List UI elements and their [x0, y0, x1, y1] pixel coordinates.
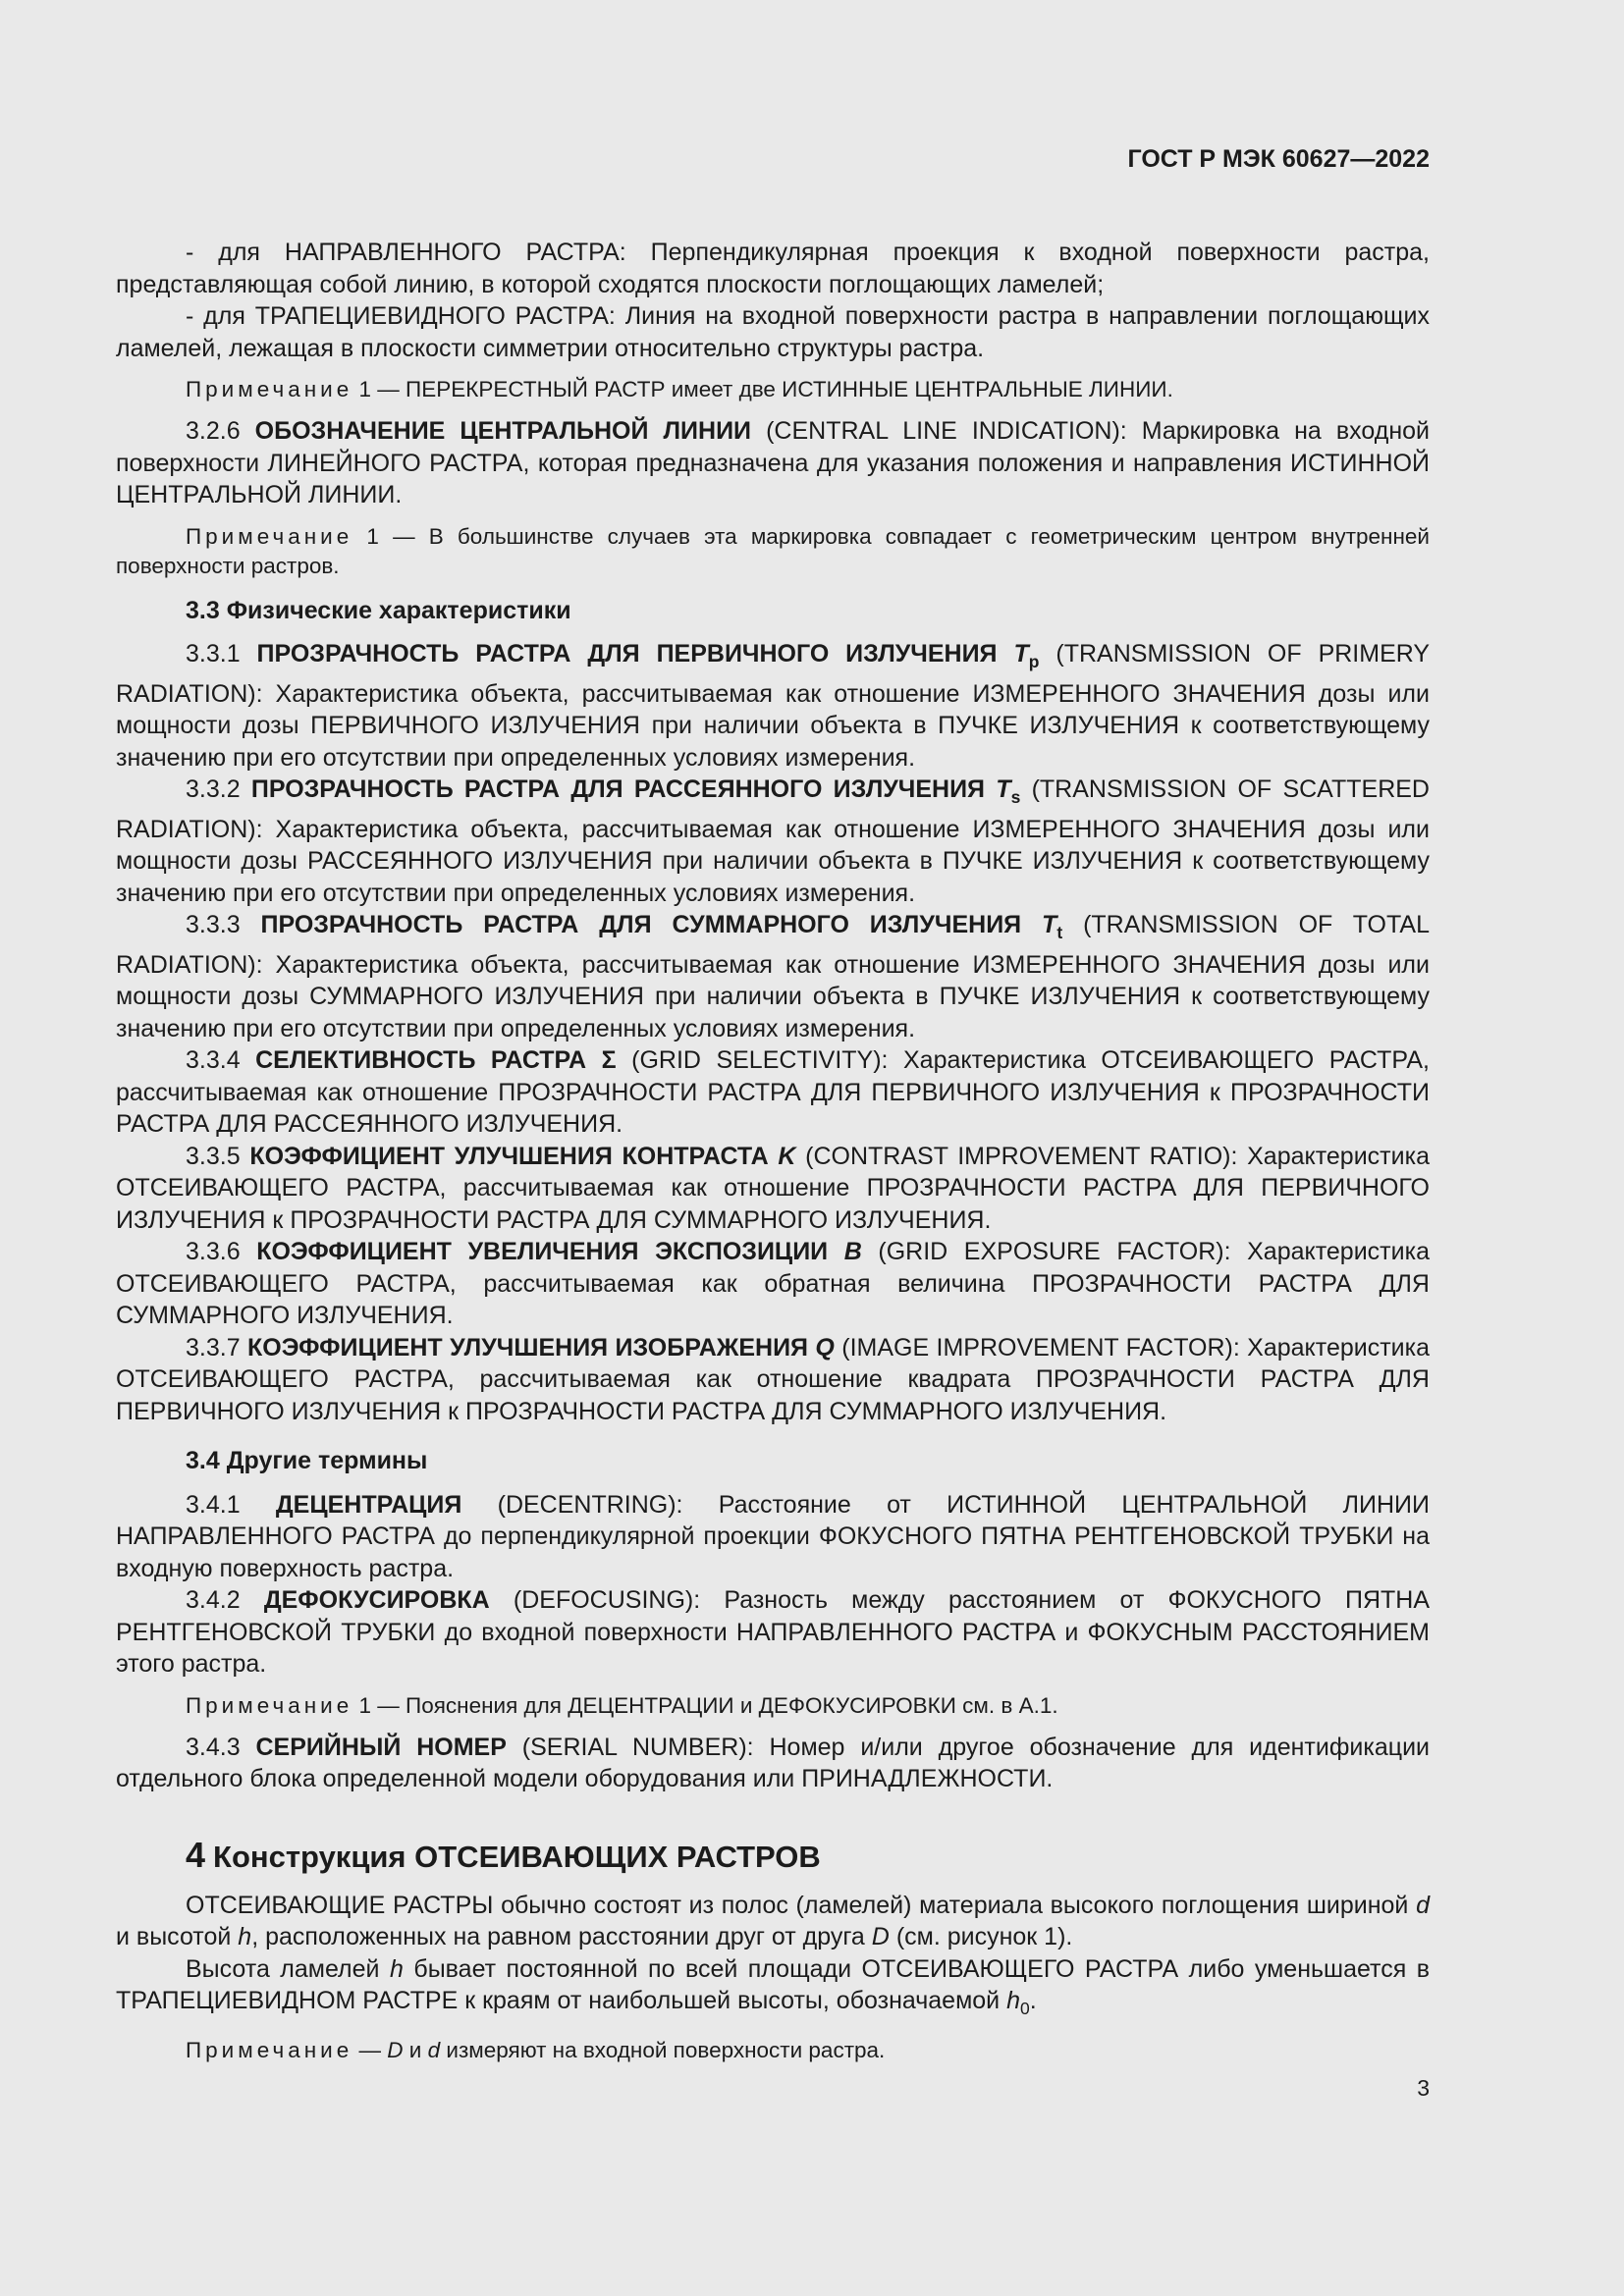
- subsection-heading: 3.3 Физические характеристики: [186, 596, 571, 624]
- term-3-4-3: 3.4.3 СЕРИЙНЫЙ НОМЕР (SERIAL NUMBER): Номер и/или другое обозначение для идентификации отдельного блока определенной модели оборудования или ПРИНАДЛЕЖНОСТИ.: [116, 1733, 1430, 1792]
- term-3-3-7: 3.3.7 КОЭФФИЦИЕНТ УЛУЧШЕНИЯ ИЗОБРАЖЕНИЯ Q (IMAGE IMPROVEMENT FACTOR): Характеристика ОТСЕИВАЮЩЕГО РАСТРА, рассчитываемая как отношение квадрата ПРОЗРАЧНОСТИ РАСТРА ДЛЯ ПЕРВИЧНОГО ИЗЛУЧЕНИЯ к ПРОЗРАЧНОСТИ РАСТРА ДЛЯ СУММАРНОГО ИЗЛУЧЕНИЯ.: [116, 1333, 1431, 1425]
- paragraph: Высота ламелей h бывает постоянной по всей площади ОТСЕИВАЮЩЕГО РАСТРА либо уменьшается в ТРАПЕЦИЕВИДНОМ РАСТРЕ к краям от наибольшей высоты, обозначаемой $h_0$.: [116, 1954, 1431, 2018]
- document-header: ГОСТ Р МЭК 60627—2022: [1127, 145, 1430, 173]
- note: Примечание 1 — Пояснения для ДЕЦЕНТРАЦИИ и ДЕФОКУСИРОВКИ см. в А.1.: [186, 1692, 1058, 1718]
- term-3-4-2: 3.4.2 ДЕФОКУСИРОВКА (DEFOCUSING): Разность между расстоянием от ФОКУСНОГО ПЯТНА РЕНТГЕНОВСКОЙ ТРУБКИ до входной поверхности НАПРАВЛЕННОГО РАСТРА и ФОКУСНЫМ РАССТОЯНИЕМ этого растра.: [116, 1586, 1430, 1678]
- term-3-3-1: 3.3.1 ПРОЗРАЧНОСТЬ РАСТРА ДЛЯ ПЕРВИЧНОГО ИЗЛУЧЕНИЯ $T_p$ (TRANSMISSION OF PRIMERY RADIATION): Характеристика объекта, рассчитываемая как отношение ИЗМЕРЕННОГО ЗНАЧЕНИЯ дозы или мощности дозы ПЕРВИЧНОГО ИЗЛУЧЕНИЯ при наличии объекта в ПУЧКЕ ИЗЛУЧЕНИЯ к соответствующему значению при его отсутствии при определенных условиях измерения.: [116, 640, 1431, 772]
- paragraph: - для НАПРАВЛЕННОГО РАСТРА: Перпендикулярная проекция к входной поверхности растра, представляющая собой линию, в которой сходятся плоскости поглощающих ламелей;: [116, 239, 1430, 298]
- term-3-3-2: 3.3.2 ПРОЗРАЧНОСТЬ РАСТРА ДЛЯ РАССЕЯННОГО ИЗЛУЧЕНИЯ $T_s$ (TRANSMISSION OF SCATTERED RADIATION): Характеристика объекта, рассчитываемая как отношение ИЗМЕРЕННОГО ЗНАЧЕНИЯ дозы или мощности дозы РАССЕЯННОГО ИЗЛУЧЕНИЯ при наличии объекта в ПУЧКЕ ИЗЛУЧЕНИЯ к соответствующему значению при его отсутствии при определенных условиях измерения.: [116, 775, 1430, 907]
- term-3-2-6: 3.2.6 ОБОЗНАЧЕНИЕ ЦЕНТРАЛЬНОЙ ЛИНИИ (CENTRAL LINE INDICATION): Маркировка на входной поверхности ЛИНЕЙНОГО РАСТРА, которая предназначена для указания положения и направления ИСТИННОЙ ЦЕНТРАЛЬНОЙ ЛИНИИ.: [116, 417, 1430, 508]
- term-3-3-6: 3.3.6 КОЭФФИЦИЕНТ УВЕЛИЧЕНИЯ ЭКСПОЗИЦИИ B (GRID EXPOSURE FACTOR): Характеристика ОТСЕИВАЮЩЕГО РАСТРА, рассчитываемая как обратная величина ПРОЗРАЧНОСТИ РАСТРА ДЛЯ СУММАРНОГО ИЗЛУЧЕНИЯ.: [116, 1238, 1430, 1329]
- term-3-3-4: 3.3.4 СЕЛЕКТИВНОСТЬ РАСТРА Σ (GRID SELECTIVITY): Характеристика ОТСЕИВАЮЩЕГО РАСТРА, рассчитываемая как отношение ПРОЗРАЧНОСТИ РАСТРА ДЛЯ ПЕРВИЧНОГО ИЗЛУЧЕНИЯ к ПРОЗРАЧНОСТИ РАСТРА ДЛЯ РАССЕЯННОГО ИЗЛУЧЕНИЯ.: [116, 1046, 1430, 1138]
- term-3-3-3: 3.3.3 ПРОЗРАЧНОСТЬ РАСТРА ДЛЯ СУММАРНОГО ИЗЛУЧЕНИЯ $T_t$ (TRANSMISSION OF TOTAL RADIATION): Характеристика объекта, рассчитываемая как отношение ИЗМЕРЕННОГО ЗНАЧЕНИЯ дозы или мощности дозы СУММАРНОГО ИЗЛУЧЕНИЯ при наличии объекта в ПУЧКЕ ИЗЛУЧЕНИЯ к соответствующему значению при его отсутствии при определенных условиях измерения.: [116, 911, 1431, 1042]
- section-heading: 4 Конструкция ОТСЕИВАЮЩИХ РАСТРОВ: [186, 1834, 821, 1875]
- note: Примечание 1 — В большинстве случаев эта маркировка совпадает с геометрическим центром внутренней поверхности растров.: [116, 523, 1430, 578]
- note: Примечание 1 — ПЕРЕКРЕСТНЫЙ РАСТР имеет две ИСТИННЫЕ ЦЕНТРАЛЬНЫЕ ЛИНИИ.: [186, 377, 1173, 401]
- note: Примечание — D и d измеряют на входной поверхности растра.: [186, 2037, 886, 2062]
- term-3-4-1: 3.4.1 ДЕЦЕНТРАЦИЯ (DECENTRING): Расстояние от ИСТИННОЙ ЦЕНТРАЛЬНОЙ ЛИНИИ НАПРАВЛЕННОГО РАСТРА до перпендикулярной проекции ФОКУСНОГО ПЯТНА РЕНТГЕНОВСКОЙ ТРУБКИ на входную поверхность растра.: [116, 1490, 1430, 1582]
- page-number: 3: [1417, 2075, 1430, 2101]
- term-3-3-5: 3.3.5 КОЭФФИЦИЕНТ УЛУЧШЕНИЯ КОНТРАСТА K (CONTRAST IMPROVEMENT RATIO): Характеристика ОТСЕИВАЮЩЕГО РАСТРА, рассчитываемая как отношение ПРОЗРАЧНОСТИ РАСТРА ДЛЯ ПЕРВИЧНОГО ИЗЛУЧЕНИЯ к ПРОЗРАЧНОСТИ РАСТРА ДЛЯ СУММАРНОГО ИЗЛУЧЕНИЯ.: [116, 1142, 1430, 1234]
- subsection-heading: 3.4 Другие термины: [186, 1447, 428, 1474]
- paragraph: - для ТРАПЕЦИЕВИДНОГО РАСТРА: Линия на входной поверхности растра в направлении поглощающих ламелей, лежащая в плоскости симметрии относительно структуры растра.: [116, 302, 1430, 362]
- paragraph: ОТСЕИВАЮЩИЕ РАСТРЫ обычно состоят из полос (ламелей) материала высокого поглощения шириной d и высотой h, расположенных на равном расстоянии друг от друга D (см. рисунок 1).: [116, 1891, 1430, 1950]
